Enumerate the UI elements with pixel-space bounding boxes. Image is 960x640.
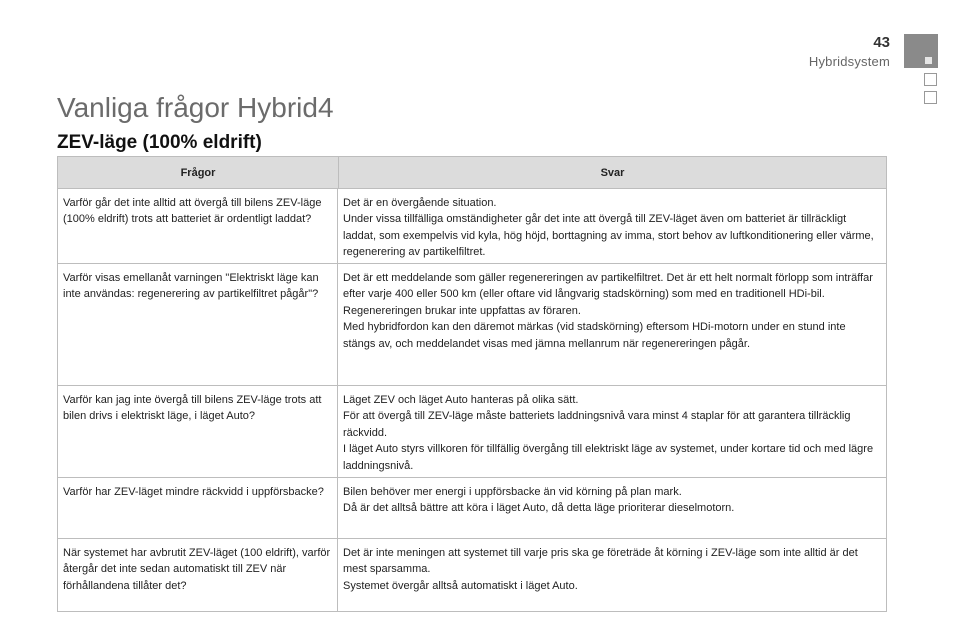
column-header-answers: Svar (600, 166, 625, 179)
answer-line: Under vissa tillfälliga omständigheter går det inte att övergå till ZEV-läget även om batteriet är tillräckligt laddat, som exempelvis vid kyla, hög höjd, borttagning av imma, stort behov av luftkonditionering eller värme, regenerering av partikelfiltret. (343, 213, 874, 259)
answer-cell (338, 189, 886, 263)
faq-table (57, 156, 887, 612)
faq-table-header (58, 157, 886, 189)
answer-line: Bilen behöver mer energi i uppförsbacke än vid körning på plan mark. (343, 486, 682, 498)
answer-line: Med hybridfordon kan den däremot märkas (vid stadskörning) eftersom HDi-motorn under en stund inte stängs av, och meddelandet visas med jämna mellanrum när regenereringen pågår. (343, 321, 846, 350)
answer-line: Det är inte meningen att systemet till varje pris ska ge företräde åt körning i ZEV-läge som inte alltid är det mest sparsamma. (343, 547, 858, 576)
answer-line: Det är en övergående situation. (343, 197, 497, 209)
table-row (58, 264, 886, 386)
table-row (58, 189, 886, 264)
question-cell: När systemet har avbrutit ZEV-läget (100 eldrift), varför återgår det inte sedan automatiskt till ZEV när förhållandena tillåter det? (58, 539, 338, 611)
chapter-tab[interactable] (924, 73, 937, 86)
question-cell: Varför går det inte alltid att övergå till bilens ZEV-läge (100% eldrift) trots att batteriet är ordentligt laddat? (58, 189, 338, 263)
question-cell: Varför har ZEV-läget mindre räckvidd i uppförsbacke? (58, 478, 338, 538)
question-cell: Varför kan jag inte övergå till bilens ZEV-läge trots att bilen drivs i elektriskt läge, i läget Auto? (58, 386, 338, 477)
answer-line: Regenereringen brukar inte uppfattas av föraren. (343, 304, 581, 317)
answer-line: Det är ett meddelande som gäller regenereringen av partikelfiltret. Det är ett helt normalt förlopp som inträffar efter varje 400 eller 500 km (eller oftare vid långvarig stadskörning) som med en traditionell HDi-bil. (343, 272, 873, 301)
answer-cell (338, 386, 886, 477)
answer-cell (338, 539, 886, 611)
answer-cell (338, 264, 886, 385)
answer-cell (338, 478, 886, 538)
question-cell: Varför visas emellanåt varningen "Elektriskt läge kan inte användas: regenerering av partikelfiltret pågår"? (58, 264, 338, 385)
answer-line: För att övergå till ZEV-läge måste batteriets laddningsnivå vara minst 4 staplar för att garantera tillräcklig räckvidd. (343, 410, 851, 439)
answer-line: Läget ZEV och läget Auto hanteras på olika sätt. (343, 394, 579, 406)
answer-line: Då är det alltså bättre att köra i läget Auto, då detta läge prioriterar dieselmotorn. (343, 502, 735, 515)
section-subtitle: ZEV-läge (100% eldrift) (57, 132, 262, 153)
answer-line: Systemet övergår alltså automatiskt i läget Auto. (343, 579, 578, 592)
table-row (58, 539, 886, 611)
chapter-tab-active[interactable] (904, 34, 938, 68)
answer-line: I läget Auto styrs villkoren för tillfällig övergång till elektriskt läge av systemet, under kortare tid och med lägre laddningsnivå. (343, 443, 874, 472)
page-title: Vanliga frågor Hybrid4 (57, 92, 334, 123)
tab-marker-icon (925, 57, 932, 64)
column-header-questions: Frågor (58, 157, 339, 188)
page-number: 43 (873, 34, 890, 51)
table-row (58, 386, 886, 478)
table-row (58, 478, 886, 539)
chapter-tab[interactable] (924, 91, 937, 104)
section-name: Hybridsystem (808, 54, 890, 69)
